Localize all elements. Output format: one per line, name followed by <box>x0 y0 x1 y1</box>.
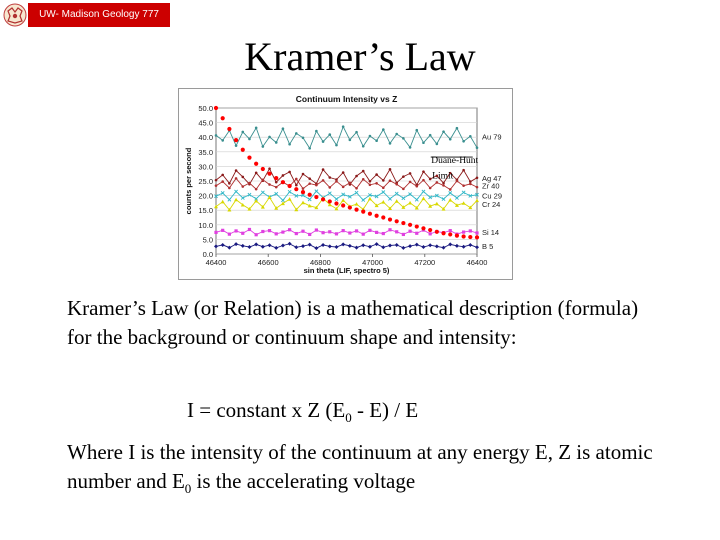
data-point-si-14 <box>408 230 411 233</box>
data-point-au-79 <box>429 134 432 137</box>
data-point-ag-47 <box>355 175 358 178</box>
x-tick-label: 47200 <box>414 258 436 267</box>
data-point-zr-40 <box>456 180 459 183</box>
annotation-label: Limit <box>432 171 454 182</box>
equation-part-b: - E) / E <box>351 398 419 422</box>
data-point-si-14 <box>288 228 291 231</box>
data-point-si-14 <box>301 230 304 233</box>
y-tick-label: 30.0 <box>198 162 213 172</box>
data-point-ag-47 <box>382 179 385 182</box>
data-point-zr-40 <box>415 185 418 188</box>
header-banner: UW- Madison Geology 777 <box>28 3 170 27</box>
y-tick-label: 5.0 <box>202 235 213 245</box>
data-point-trend <box>441 231 445 235</box>
definition-part-b: is the accelerating voltage <box>191 469 416 493</box>
data-point-au-79 <box>349 139 352 142</box>
data-point-si-14 <box>388 228 391 231</box>
data-point-ag-47 <box>221 174 224 177</box>
data-point-si-14 <box>248 228 251 231</box>
data-point-trend <box>247 156 251 160</box>
data-point-ag-47 <box>375 173 378 176</box>
data-point-ag-47 <box>362 170 365 173</box>
data-point-au-79 <box>382 128 385 131</box>
x-tick-label: 46800 <box>309 258 331 267</box>
data-point-au-79 <box>328 133 331 136</box>
data-point-ag-47 <box>268 167 271 170</box>
data-point-au-79 <box>436 143 439 146</box>
equation-part-a: I = constant x Z (E <box>187 398 346 422</box>
data-point-si-14 <box>429 232 432 235</box>
data-point-zr-40 <box>449 188 452 191</box>
data-point-ag-47 <box>241 176 244 179</box>
data-point-si-14 <box>308 233 311 236</box>
chart-title: Continuum Intensity vs Z <box>295 94 398 104</box>
data-point-trend <box>341 203 345 207</box>
data-point-zr-40 <box>409 181 412 184</box>
data-point-trend <box>428 228 432 232</box>
data-point-si-14 <box>328 230 331 233</box>
definition-part-a: Where I is the intensity of the continuum at any energy E, Z is atomic number and E <box>67 440 653 493</box>
series-right-label: Ag 47 <box>482 174 502 184</box>
y-tick-label: 15.0 <box>198 206 213 216</box>
data-point-au-79 <box>369 135 372 138</box>
data-point-trend <box>294 187 298 191</box>
y-tick-label: 0.0 <box>202 250 213 259</box>
data-point-au-79 <box>402 137 405 140</box>
data-point-au-79 <box>268 136 271 139</box>
data-point-trend <box>227 127 231 131</box>
data-point-trend <box>214 106 218 110</box>
data-point-trend <box>462 234 466 238</box>
data-point-zr-40 <box>395 183 398 186</box>
data-point-au-79 <box>315 130 318 133</box>
data-point-trend <box>455 234 459 238</box>
y-tick-label: 35.0 <box>198 147 213 157</box>
series-right-label: Cu 29 <box>482 191 503 201</box>
data-point-trend <box>241 148 245 152</box>
data-point-si-14 <box>362 233 365 236</box>
data-point-trend <box>348 205 352 209</box>
data-point-si-14 <box>355 229 358 232</box>
data-point-zr-40 <box>375 182 378 185</box>
data-point-zr-40 <box>369 183 372 186</box>
data-point-zr-40 <box>476 186 479 189</box>
data-point-zr-40 <box>335 180 338 183</box>
data-point-au-79 <box>462 140 465 143</box>
data-point-au-79 <box>322 140 325 143</box>
data-point-trend <box>475 235 479 239</box>
data-point-zr-40 <box>362 178 365 181</box>
data-point-zr-40 <box>422 179 425 182</box>
data-point-trend <box>314 195 318 199</box>
data-point-ag-47 <box>322 168 325 171</box>
data-point-trend <box>368 212 372 216</box>
x-axis-label: sin theta (LIF, spectro 5) <box>303 266 390 275</box>
data-point-au-79 <box>282 127 285 130</box>
continuum-chart <box>179 89 512 279</box>
data-point-trend <box>328 199 332 203</box>
data-point-au-79 <box>335 144 338 147</box>
data-point-ag-47 <box>228 182 231 185</box>
definition-paragraph <box>67 438 687 496</box>
data-point-zr-40 <box>442 184 445 187</box>
series-right-label: Si 14 <box>482 227 500 237</box>
y-tick-label: 50.0 <box>198 104 213 113</box>
data-point-zr-40 <box>275 186 278 189</box>
data-point-trend <box>321 197 325 201</box>
data-point-ag-47 <box>469 180 472 183</box>
data-point-ag-47 <box>215 179 218 182</box>
data-point-trend <box>234 138 238 142</box>
data-point-au-79 <box>262 145 265 148</box>
data-point-au-79 <box>302 136 305 139</box>
data-point-au-79 <box>389 142 392 145</box>
data-point-zr-40 <box>308 182 311 185</box>
data-point-si-14 <box>449 229 452 232</box>
data-point-si-14 <box>335 232 338 235</box>
y-tick-label: 10.0 <box>198 220 213 230</box>
data-point-au-79 <box>422 141 425 144</box>
data-point-ag-47 <box>255 172 258 175</box>
data-point-au-79 <box>308 147 311 150</box>
data-point-si-14 <box>342 229 345 232</box>
data-point-au-79 <box>469 135 472 138</box>
data-point-ag-47 <box>275 181 278 184</box>
data-point-si-14 <box>268 229 271 232</box>
data-point-si-14 <box>375 231 378 234</box>
data-point-au-79 <box>456 127 459 130</box>
data-point-ag-47 <box>402 175 405 178</box>
data-point-au-79 <box>476 146 479 149</box>
data-point-zr-40 <box>342 186 345 189</box>
data-point-si-14 <box>241 232 244 235</box>
data-point-zr-40 <box>228 187 231 190</box>
data-point-si-14 <box>469 229 472 232</box>
data-point-au-79 <box>395 133 398 136</box>
data-point-au-79 <box>442 130 445 133</box>
data-point-trend <box>254 162 258 166</box>
data-point-si-14 <box>475 231 478 234</box>
data-point-au-79 <box>375 139 378 142</box>
data-point-au-79 <box>362 145 365 148</box>
data-point-si-14 <box>321 231 324 234</box>
data-point-trend <box>468 235 472 239</box>
x-tick-label: 47000 <box>362 258 384 267</box>
definition-subscript: 0 <box>184 481 192 497</box>
data-point-ag-47 <box>409 172 412 175</box>
data-point-trend <box>435 230 439 234</box>
data-point-zr-40 <box>429 187 432 190</box>
annotation-label: Duane-Hunt <box>431 155 479 166</box>
y-tick-label: 20.0 <box>198 191 213 201</box>
x-tick-label: 46400 <box>466 258 488 267</box>
data-point-si-14 <box>255 233 258 236</box>
series-right-label: Au 79 <box>482 132 502 142</box>
data-point-trend <box>361 210 365 214</box>
data-point-si-14 <box>261 230 264 233</box>
data-point-zr-40 <box>221 180 224 183</box>
data-point-trend <box>261 167 265 171</box>
data-point-ag-47 <box>328 176 331 179</box>
data-point-au-79 <box>255 127 258 130</box>
data-point-ag-47 <box>476 176 479 179</box>
data-point-si-14 <box>395 230 398 233</box>
y-tick-label: 45.0 <box>198 118 213 128</box>
data-point-zr-40 <box>215 184 218 187</box>
data-point-trend <box>354 208 358 212</box>
data-point-si-14 <box>348 231 351 234</box>
data-point-ag-47 <box>429 178 432 181</box>
data-point-si-14 <box>462 231 465 234</box>
data-point-au-79 <box>355 131 358 134</box>
data-point-si-14 <box>368 229 371 232</box>
data-point-trend <box>267 172 271 176</box>
series-right-label: Cr 24 <box>482 199 501 209</box>
data-point-si-14 <box>221 229 224 232</box>
data-point-ag-47 <box>342 171 345 174</box>
data-point-zr-40 <box>268 183 271 186</box>
data-point-trend <box>415 224 419 228</box>
data-point-au-79 <box>221 139 224 142</box>
data-point-ag-47 <box>288 171 291 174</box>
data-point-au-79 <box>288 143 291 146</box>
data-point-si-14 <box>281 231 284 234</box>
chart-svg <box>179 89 512 279</box>
data-point-ag-47 <box>442 182 445 185</box>
data-point-si-14 <box>295 232 298 235</box>
data-point-zr-40 <box>469 183 472 186</box>
y-tick-label: 25.0 <box>198 177 213 186</box>
series-right-label: Zr 40 <box>482 181 500 191</box>
data-point-zr-40 <box>402 188 405 191</box>
data-point-ag-47 <box>308 177 311 180</box>
data-point-ag-47 <box>369 180 372 183</box>
data-point-si-14 <box>234 229 237 232</box>
data-point-si-14 <box>402 233 405 236</box>
data-point-ag-47 <box>235 169 238 172</box>
y-tick-label: 40.0 <box>198 133 213 143</box>
data-point-trend <box>401 221 405 225</box>
data-point-zr-40 <box>322 179 325 182</box>
data-point-zr-40 <box>241 185 244 188</box>
data-point-zr-40 <box>302 187 305 190</box>
data-point-trend <box>308 193 312 197</box>
y-axis-label: counts per second <box>184 147 193 215</box>
data-point-ag-47 <box>302 173 305 176</box>
data-point-zr-40 <box>355 187 358 190</box>
data-point-trend <box>221 116 225 120</box>
uw-crest-icon <box>2 2 28 28</box>
data-point-trend <box>281 180 285 184</box>
data-point-au-79 <box>295 132 298 135</box>
data-point-trend <box>448 232 452 236</box>
data-point-zr-40 <box>295 178 298 181</box>
data-point-zr-40 <box>235 177 238 180</box>
data-point-au-79 <box>415 129 418 132</box>
data-point-ag-47 <box>282 174 285 177</box>
data-point-au-79 <box>235 144 238 147</box>
data-point-si-14 <box>275 232 278 235</box>
data-point-trend <box>381 215 385 219</box>
data-point-trend <box>421 226 425 230</box>
data-point-zr-40 <box>382 186 385 189</box>
data-point-au-79 <box>248 138 251 141</box>
data-point-trend <box>274 176 278 180</box>
data-point-zr-40 <box>248 182 251 185</box>
data-point-ag-47 <box>462 169 465 172</box>
data-point-trend <box>334 201 338 205</box>
data-point-si-14 <box>382 232 385 235</box>
data-point-au-79 <box>342 125 345 128</box>
data-point-au-79 <box>215 134 218 137</box>
description-paragraph: Kramer’s Law (or Relation) is a mathematical description (formula) for the background or continuum shape and intensity: <box>67 296 639 349</box>
data-point-zr-40 <box>262 179 265 182</box>
data-point-zr-40 <box>462 184 465 187</box>
data-point-trend <box>408 223 412 227</box>
data-point-trend <box>301 190 305 194</box>
data-point-trend <box>288 184 292 188</box>
data-point-au-79 <box>241 131 244 134</box>
data-point-ag-47 <box>295 184 298 187</box>
data-point-si-14 <box>315 228 318 231</box>
data-point-zr-40 <box>349 181 352 184</box>
data-point-si-14 <box>214 231 217 234</box>
x-tick-label: 46400 <box>205 258 227 267</box>
equation-subscript: 0 <box>345 410 352 426</box>
slide-title: Kramer’s Law <box>244 34 476 79</box>
data-point-ag-47 <box>389 168 392 171</box>
data-point-zr-40 <box>315 184 318 187</box>
data-point-au-79 <box>449 138 452 141</box>
data-point-trend <box>395 219 399 223</box>
series-right-label: B 5 <box>482 241 494 251</box>
data-point-au-79 <box>275 141 278 144</box>
data-point-ag-47 <box>422 170 425 173</box>
data-point-si-14 <box>415 232 418 235</box>
data-point-zr-40 <box>328 186 331 189</box>
data-point-si-14 <box>228 233 231 236</box>
data-point-zr-40 <box>255 188 258 191</box>
data-point-trend <box>375 214 379 218</box>
data-point-trend <box>388 217 392 221</box>
kramers-equation <box>187 396 418 425</box>
data-point-au-79 <box>409 146 412 149</box>
x-tick-label: 46600 <box>257 258 279 267</box>
data-point-zr-40 <box>389 179 392 182</box>
